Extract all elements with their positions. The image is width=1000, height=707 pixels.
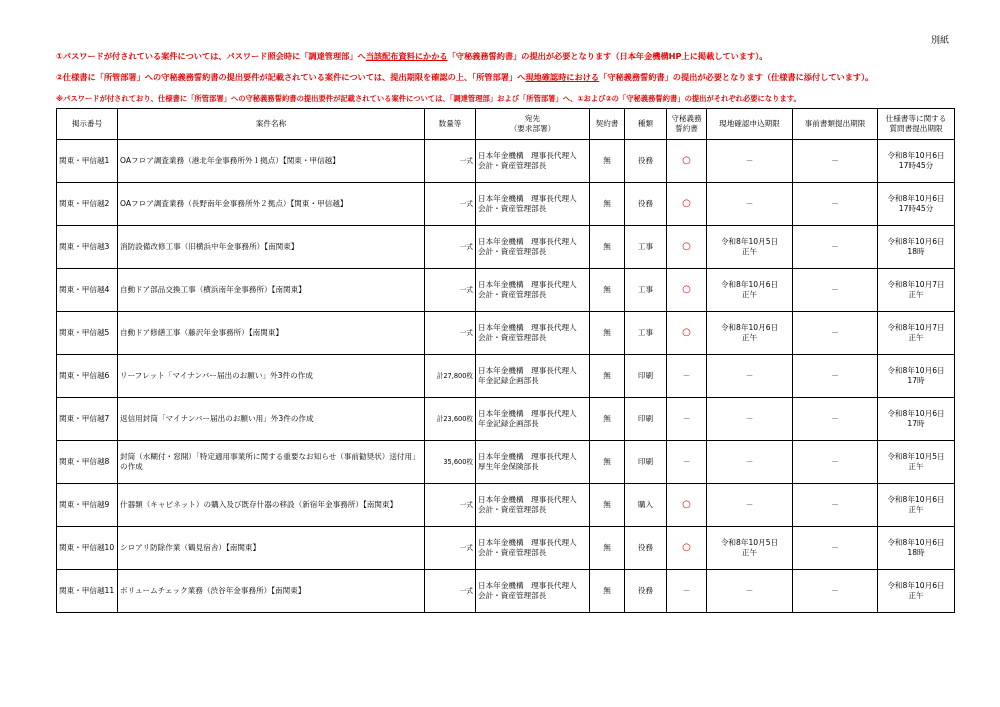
cell-documents-deadline (793, 355, 878, 398)
nda-mark: － (682, 414, 691, 423)
documents-deadline-value: － (831, 414, 839, 423)
note-specification (56, 71, 976, 83)
cell-nda (667, 226, 707, 269)
contract-value: 無 (603, 457, 611, 466)
cell-contract (590, 484, 625, 527)
item-quantity: 一式 (459, 501, 473, 509)
destination-line1: 日本年金機構 理事長代理人 (478, 237, 577, 246)
destination-line1: 日本年金機構 理事長代理人 (478, 151, 577, 160)
site-deadline-date: 令和8年10月5日 (720, 538, 779, 547)
cell-contract (590, 269, 625, 312)
cell-question-deadline (878, 398, 955, 441)
cell-documents-deadline (793, 226, 878, 269)
site-deadline-date: － (745, 457, 754, 466)
destination-line1: 日本年金機構 理事長代理人 (478, 194, 577, 203)
cell-name (118, 226, 425, 269)
cell-destination (476, 226, 590, 269)
item-id: 関東・甲信越9 (59, 500, 110, 509)
contract-value: 無 (603, 543, 611, 552)
cell-name (118, 398, 425, 441)
question-deadline-date: 令和8年10月6日 (887, 581, 945, 590)
cell-kind (625, 527, 667, 570)
contract-value: 無 (603, 500, 611, 509)
cell-qty (425, 269, 476, 312)
site-deadline-date: 令和8年10月5日 (720, 237, 779, 246)
cell-question-deadline (878, 140, 955, 183)
header-kind: 種類 (625, 109, 667, 140)
cell-destination (476, 140, 590, 183)
site-deadline-time: 正午 (741, 333, 758, 342)
cell-kind (625, 484, 667, 527)
item-id: 関東・甲信越2 (59, 199, 110, 208)
nda-mark: ○ (682, 155, 691, 166)
site-deadline-date: 令和8年10月6日 (720, 323, 779, 332)
cell-site-visit-deadline (707, 183, 793, 226)
table-row (57, 527, 955, 570)
cell-qty (425, 484, 476, 527)
item-name: 消防設備改修工事（旧横浜中年金事務所）【南関東】 (120, 242, 299, 251)
cell-id (57, 441, 118, 484)
cell-kind (625, 441, 667, 484)
nda-mark: ○ (682, 241, 691, 252)
item-name: リーフレット「マイナンバー届出のお願い」外3件の作成 (120, 371, 313, 380)
nda-mark: ○ (682, 499, 691, 510)
destination-line1: 日本年金機構 理事長代理人 (478, 409, 577, 418)
question-deadline-time: 正午 (908, 333, 924, 342)
cell-nda (667, 398, 707, 441)
cell-qty (425, 312, 476, 355)
cell-nda (667, 312, 707, 355)
table-row (57, 570, 955, 613)
cell-nda (667, 269, 707, 312)
item-id: 関東・甲信越11 (59, 586, 115, 595)
question-deadline-date: 令和8年10月6日 (887, 237, 945, 246)
header-question-line1: 仕様書等に関する (885, 114, 947, 123)
cell-question-deadline (878, 570, 955, 613)
destination-line2: 会計・資産管理部長 (478, 290, 547, 299)
cell-contract (590, 183, 625, 226)
site-deadline-date: － (745, 156, 754, 165)
cell-contract (590, 140, 625, 183)
destination-line1: 日本年金機構 理事長代理人 (478, 280, 577, 289)
table-row (57, 355, 955, 398)
kind-value: 印刷 (637, 371, 654, 380)
cell-qty (425, 355, 476, 398)
cell-nda (667, 183, 707, 226)
cell-contract (590, 441, 625, 484)
cell-destination (476, 398, 590, 441)
cell-id (57, 527, 118, 570)
cell-nda (667, 570, 707, 613)
contract-value: 無 (603, 586, 611, 595)
cell-site-visit-deadline (707, 312, 793, 355)
notes-block (56, 50, 976, 105)
cell-name (118, 312, 425, 355)
cell-kind (625, 183, 667, 226)
kind-value: 工事 (637, 285, 654, 294)
header-documents-deadline: 事前書類提出期限 (793, 109, 878, 140)
destination-line2: 厚生年金保険部長 (478, 462, 539, 471)
destination-line2: 会計・資産管理部長 (478, 247, 547, 256)
cell-site-visit-deadline (707, 398, 793, 441)
nda-mark: － (682, 371, 691, 380)
question-deadline-time: 正午 (908, 290, 924, 299)
contract-value: 無 (603, 328, 611, 337)
item-id: 関東・甲信越5 (59, 328, 110, 337)
question-deadline-time: 17時45分 (898, 204, 934, 213)
cell-question-deadline (878, 527, 955, 570)
cell-id (57, 226, 118, 269)
site-deadline-date: － (745, 199, 754, 208)
cell-question-deadline (878, 226, 955, 269)
cell-question-deadline (878, 355, 955, 398)
cell-contract (590, 312, 625, 355)
destination-line1: 日本年金機構 理事長代理人 (478, 366, 577, 375)
table-row (57, 183, 955, 226)
item-quantity: 一式 (459, 157, 473, 165)
item-quantity: 一式 (459, 243, 473, 251)
header-destination-line1: 宛先 (524, 114, 541, 123)
cell-destination (476, 183, 590, 226)
question-deadline-time: 18時 (907, 247, 925, 256)
nda-mark: ○ (682, 198, 691, 209)
cell-site-visit-deadline (707, 441, 793, 484)
site-deadline-time: 正午 (741, 548, 758, 557)
cell-kind (625, 226, 667, 269)
cell-qty (425, 140, 476, 183)
item-name: 返信用封筒「マイナンバー届出のお願い用」外3件の作成 (120, 414, 314, 423)
cell-qty (425, 183, 476, 226)
item-name: OAフロア調査業務（長野南年金事務所外２拠点）【関東・甲信越】 (120, 199, 348, 208)
header-nda-line2: 誓約書 (675, 124, 698, 133)
cell-name (118, 183, 425, 226)
documents-deadline-value: － (831, 156, 839, 165)
cell-destination (476, 312, 590, 355)
documents-deadline-value: － (831, 500, 839, 509)
cell-id (57, 484, 118, 527)
contract-value: 無 (603, 156, 611, 165)
cell-contract (590, 226, 625, 269)
contract-value: 無 (603, 414, 611, 423)
site-deadline-date: 令和8年10月6日 (720, 280, 779, 289)
contract-value: 無 (603, 371, 611, 380)
cell-kind (625, 312, 667, 355)
table-row (57, 140, 955, 183)
site-deadline-date: － (745, 414, 754, 423)
nda-mark: － (682, 457, 691, 466)
cell-qty (425, 570, 476, 613)
item-id: 関東・甲信越3 (59, 242, 110, 251)
cell-nda (667, 527, 707, 570)
contract-value: 無 (603, 242, 611, 251)
documents-deadline-value: － (831, 543, 839, 552)
item-id: 関東・甲信越1 (59, 156, 110, 165)
question-deadline-time: 正午 (908, 505, 924, 514)
cell-site-visit-deadline (707, 355, 793, 398)
site-deadline-time: 正午 (741, 247, 758, 256)
item-quantity: 一式 (459, 544, 473, 552)
question-deadline-time: 正午 (908, 462, 924, 471)
note-underlined-text: 現地確認時における (525, 72, 600, 82)
documents-deadline-value: － (831, 285, 839, 294)
cell-documents-deadline (793, 484, 878, 527)
item-id: 関東・甲信越10 (59, 543, 115, 552)
kind-value: 役務 (637, 543, 654, 552)
item-quantity: 35,600枚 (443, 458, 473, 466)
cell-question-deadline (878, 312, 955, 355)
question-deadline-date: 令和8年10月5日 (887, 452, 945, 461)
cell-site-visit-deadline (707, 527, 793, 570)
item-name: 自動ドア部品交換工事（横浜南年金事務所）【南関東】 (120, 285, 306, 294)
cell-site-visit-deadline (707, 226, 793, 269)
destination-line2: 会計・資産管理部長 (478, 333, 547, 342)
cell-documents-deadline (793, 398, 878, 441)
destination-line1: 日本年金機構 理事長代理人 (478, 452, 577, 461)
cell-site-visit-deadline (707, 269, 793, 312)
cell-name (118, 269, 425, 312)
destination-line1: 日本年金機構 理事長代理人 (478, 581, 577, 590)
header-question-line2: 質問書提出期限 (889, 124, 943, 133)
cell-name (118, 140, 425, 183)
item-quantity: 一式 (459, 587, 473, 595)
item-name: OAフロア調査業務（港北年金事務所外１拠点）【関東・甲信越】 (120, 156, 340, 165)
header-site-visit-deadline: 現地確認申込期限 (707, 109, 793, 140)
note-both: ※パスワードが付されており、仕様書に「所管部署」への守秘義務誓約書の提出要件が記載されている案件については、「調達管理部」および「所管部署」へ、①および②の「守秘義務誓約書」の提出がそれぞれ必要になります。 (56, 94, 801, 103)
question-deadline-date: 令和8年10月6日 (887, 366, 945, 375)
destination-line2: 会計・資産管理部長 (478, 548, 547, 557)
cell-contract (590, 527, 625, 570)
cell-kind (625, 140, 667, 183)
cell-contract (590, 355, 625, 398)
destination-line2: 会計・資産管理部長 (478, 161, 547, 170)
question-deadline-date: 令和8年10月6日 (887, 409, 945, 418)
table-row (57, 226, 955, 269)
note-password (56, 50, 976, 62)
contract-value: 無 (603, 285, 611, 294)
kind-value: 印刷 (637, 457, 654, 466)
item-quantity: 計23,600枚 (436, 415, 473, 423)
documents-deadline-value: － (831, 371, 839, 380)
cell-documents-deadline (793, 441, 878, 484)
cell-site-visit-deadline (707, 484, 793, 527)
documents-deadline-value: － (831, 586, 839, 595)
kind-value: 印刷 (637, 414, 654, 423)
destination-line2: 会計・資産管理部長 (478, 591, 547, 600)
destination-line2: 年金記録企画部長 (478, 376, 539, 385)
item-name: ボリュームチェック業務（渋谷年金事務所）【南関東】 (120, 586, 306, 595)
cell-kind (625, 570, 667, 613)
cell-site-visit-deadline (707, 570, 793, 613)
header-question-deadline (878, 109, 955, 140)
cell-documents-deadline (793, 527, 878, 570)
cell-name (118, 355, 425, 398)
kind-value: 役務 (637, 199, 654, 208)
cell-documents-deadline (793, 183, 878, 226)
cell-id (57, 269, 118, 312)
item-name: 什器類（キャビネット）の購入及び既存什器の移設（新宿年金事務所）【南関東】 (120, 500, 398, 509)
item-quantity: 計27,800枚 (436, 372, 473, 380)
cell-destination (476, 527, 590, 570)
cell-destination (476, 355, 590, 398)
cell-question-deadline (878, 441, 955, 484)
cell-id (57, 312, 118, 355)
table-header-row (57, 109, 955, 140)
kind-value: 工事 (637, 328, 654, 337)
item-id: 関東・甲信越8 (59, 457, 110, 466)
question-deadline-time: 18時 (907, 548, 925, 557)
nda-mark: － (682, 586, 691, 595)
documents-deadline-value: － (831, 199, 839, 208)
header-id: 掲示番号 (57, 109, 118, 140)
destination-line1: 日本年金機構 理事長代理人 (478, 323, 577, 332)
cell-name (118, 527, 425, 570)
cell-nda (667, 484, 707, 527)
item-quantity: 一式 (459, 329, 473, 337)
cell-nda (667, 441, 707, 484)
table-row (57, 484, 955, 527)
item-id: 関東・甲信越7 (59, 414, 110, 423)
cell-qty (425, 398, 476, 441)
note-text: ①パスワードが付されている案件については、パスワード照会時に「調達管理部」へ (56, 51, 366, 61)
cell-question-deadline (878, 269, 955, 312)
procurement-table (56, 108, 955, 613)
header-contract: 契約書 (590, 109, 625, 140)
cell-documents-deadline (793, 140, 878, 183)
cell-id (57, 355, 118, 398)
cell-documents-deadline (793, 570, 878, 613)
header-destination-line2: （要求部署） (509, 124, 556, 133)
cell-id (57, 570, 118, 613)
cell-kind (625, 269, 667, 312)
destination-line2: 会計・資産管理部長 (478, 204, 547, 213)
cell-site-visit-deadline (707, 140, 793, 183)
documents-deadline-value: － (831, 242, 839, 251)
note-text: ②仕様書に「所管部署」への守秘義務誓約書の提出要件が記載されている案件については、提出期限を確認の上、「所管部署」へ (56, 72, 526, 82)
cell-kind (625, 355, 667, 398)
header-nda-line1: 守秘義務 (671, 114, 702, 123)
question-deadline-date: 令和8年10月6日 (887, 151, 945, 160)
cell-question-deadline (878, 183, 955, 226)
cell-qty (425, 527, 476, 570)
item-quantity: 一式 (459, 286, 473, 294)
destination-line1: 日本年金機構 理事長代理人 (478, 538, 577, 547)
question-deadline-date: 令和8年10月6日 (887, 495, 945, 504)
note-text: 「守秘義務誓約書」の提出が必要となります（日本年金機構HP上に掲載しています）。 (447, 51, 768, 61)
table-row (57, 312, 955, 355)
cell-documents-deadline (793, 312, 878, 355)
question-deadline-time: 17時 (907, 419, 925, 428)
cell-id (57, 183, 118, 226)
site-deadline-date: － (745, 500, 754, 509)
kind-value: 役務 (637, 156, 654, 165)
item-quantity: 一式 (459, 200, 473, 208)
question-deadline-time: 17時45分 (898, 161, 934, 170)
header-nda (667, 109, 707, 140)
nda-mark: ○ (682, 542, 691, 553)
header-name: 案件名称 (118, 109, 425, 140)
site-deadline-time: 正午 (741, 290, 758, 299)
table-row (57, 398, 955, 441)
question-deadline-time: 正午 (908, 591, 924, 600)
cell-destination (476, 484, 590, 527)
header-destination (476, 109, 590, 140)
nda-mark: ○ (682, 284, 691, 295)
nda-mark: ○ (682, 327, 691, 338)
cell-id (57, 140, 118, 183)
attachment-label: 別紙 (931, 36, 950, 46)
cell-question-deadline (878, 484, 955, 527)
question-deadline-date: 令和8年10月6日 (887, 538, 945, 547)
item-id: 関東・甲信越4 (59, 285, 110, 294)
note-text: 「守秘義務誓約書」の提出が必要となります（仕様書に添付しています）。 (599, 72, 874, 82)
question-deadline-time: 17時 (907, 376, 925, 385)
documents-deadline-value: － (831, 328, 839, 337)
destination-line2: 年金記録企画部長 (478, 419, 539, 428)
destination-line1: 日本年金機構 理事長代理人 (478, 495, 577, 504)
note-underlined-text: 当該配布資料にかかる (365, 51, 448, 61)
cell-destination (476, 269, 590, 312)
cell-name (118, 441, 425, 484)
kind-value: 購入 (637, 500, 654, 509)
item-name: 自動ドア修繕工事（藤沢年金事務所）【南関東】 (120, 328, 284, 337)
cell-destination (476, 441, 590, 484)
cell-contract (590, 570, 625, 613)
table-row (57, 269, 955, 312)
cell-contract (590, 398, 625, 441)
site-deadline-date: － (745, 371, 754, 380)
table-row (57, 441, 955, 484)
destination-line2: 会計・資産管理部長 (478, 505, 547, 514)
item-name: シロアリ防除作業（鶴見宿舎）【南関東】 (120, 543, 261, 552)
question-deadline-date: 令和8年10月7日 (887, 323, 945, 332)
cell-qty (425, 441, 476, 484)
kind-value: 役務 (637, 586, 654, 595)
header-qty: 数量等 (425, 109, 476, 140)
documents-deadline-value: － (831, 457, 839, 466)
contract-value: 無 (603, 199, 611, 208)
kind-value: 工事 (637, 242, 654, 251)
site-deadline-date: － (745, 586, 754, 595)
question-deadline-date: 令和8年10月7日 (887, 280, 945, 289)
cell-nda (667, 140, 707, 183)
cell-qty (425, 226, 476, 269)
cell-destination (476, 570, 590, 613)
cell-name (118, 484, 425, 527)
item-name: 封筒（水糊付・窓開）「特定適用事業所に関する重要なお知らせ（事前勧奨状）送付用」の作成 (120, 452, 420, 471)
item-id: 関東・甲信越6 (59, 371, 110, 380)
question-deadline-date: 令和8年10月6日 (887, 194, 945, 203)
cell-kind (625, 398, 667, 441)
cell-id (57, 398, 118, 441)
cell-documents-deadline (793, 269, 878, 312)
cell-nda (667, 355, 707, 398)
cell-name (118, 570, 425, 613)
